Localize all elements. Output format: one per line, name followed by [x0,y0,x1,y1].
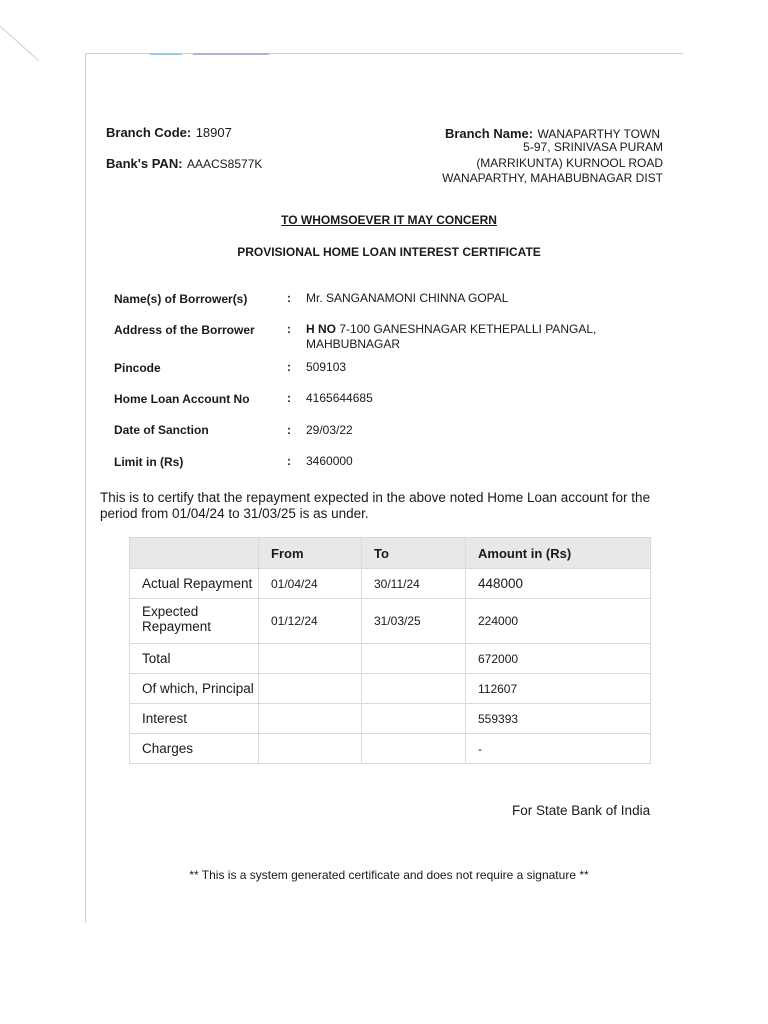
row-to [362,704,466,734]
certify-statement: This is to certify that the repayment expected in the above noted Home Loan account for the period from 01/04/24 to 31/03/25 is as under. [100,490,651,521]
pincode-value: 509103 [306,360,347,374]
row-to [362,674,466,704]
row-amount: 448000 [466,569,651,599]
header-accent-mark [193,53,269,55]
branch-address-line: 5-97, SRINIVASA PURAM [523,140,663,154]
sanction-date-value: 29/03/22 [306,423,353,437]
sanction-date-label: Date of Sanction [114,423,209,437]
row-to: 30/11/24 [362,569,466,599]
table-row [130,704,651,734]
row-amount: 112607 [466,674,651,704]
row-to [362,644,466,674]
page-corner-line [0,20,39,61]
row-description: Expected Repayment [142,604,212,634]
row-description-cell [130,599,259,644]
table-row [130,644,651,674]
field-colon: : [287,391,291,405]
borrower-name-value: Mr. SANGANAMONI CHINNA GOPAL [306,291,509,305]
repayment-table [129,537,651,764]
row-from [259,674,362,704]
pincode-label: Pincode [114,361,161,375]
certificate-title: PROVISIONAL HOME LOAN INTEREST CERTIFICATE [237,245,541,259]
branch-address-line: (MARRIKUNTA) KURNOOL ROAD [476,156,663,170]
limit-label: Limit in (Rs) [114,455,184,469]
row-from: 01/04/24 [259,569,362,599]
branch-name-label: Branch Name: [444,126,534,141]
page-border-left [85,53,86,923]
row-description: Interest [130,704,259,734]
table-row [130,599,651,644]
row-from: 01/12/24 [259,599,362,644]
branch-code [106,124,232,142]
bank-pan-value: AAACS8577K [187,157,263,171]
concern-heading: TO WHOMSOEVER IT MAY CONCERN [281,213,497,227]
row-from [259,704,362,734]
field-colon: : [287,360,291,374]
system-generated-note: ** This is a system generated certificate and does not require a signature ** [189,868,589,882]
address-house-prefix: H NO [306,322,336,336]
address-line1: 7-100 GANESHNAGAR KETHEPALLI PANGAL, [339,322,597,336]
row-amount: 559393 [466,704,651,734]
address-line2: MAHBUBNAGAR [306,337,401,351]
table-row [130,569,651,599]
limit-value: 3460000 [306,454,353,468]
row-amount: 672000 [466,644,651,674]
table-row [130,674,651,704]
row-amount: 224000 [466,599,651,644]
header-accent-mark [150,53,182,55]
bank-pan-label: Bank's PAN: [106,156,183,171]
row-from [259,644,362,674]
account-no-label: Home Loan Account No [114,392,250,406]
row-description: Of which, Principal [130,674,259,704]
row-description: Total [130,644,259,674]
row-to: 31/03/25 [362,599,466,644]
bank-pan [106,155,262,173]
table-header-cell [130,538,259,569]
table-row [130,734,651,764]
row-from [259,734,362,764]
field-colon: : [287,291,291,305]
account-no-value: 4165644685 [306,391,373,405]
field-colon: : [287,454,291,468]
branch-code-value: 18907 [195,125,232,140]
table-header-cell: Amount in (Rs) [466,538,651,569]
signoff-text: For State Bank of India [512,803,651,818]
row-description: Charges [130,734,259,764]
borrower-name-label: Name(s) of Borrower(s) [114,292,248,306]
branch-address-line: WANAPARTHY, MAHABUBNAGAR DIST [442,171,663,185]
field-colon: : [287,322,291,336]
branch-code-label: Branch Code: [106,125,192,140]
borrower-address-value [306,322,596,336]
field-colon: : [287,423,291,437]
table-header-row [130,538,651,569]
table-header-cell: From [259,538,362,569]
row-description: Actual Repayment [130,569,259,599]
borrower-address-label: Address of the Borrower [114,323,255,337]
branch-name-value: WANAPARTHY TOWN [537,127,660,141]
table-header-cell: To [362,538,466,569]
row-to [362,734,466,764]
row-amount: - [466,734,651,764]
